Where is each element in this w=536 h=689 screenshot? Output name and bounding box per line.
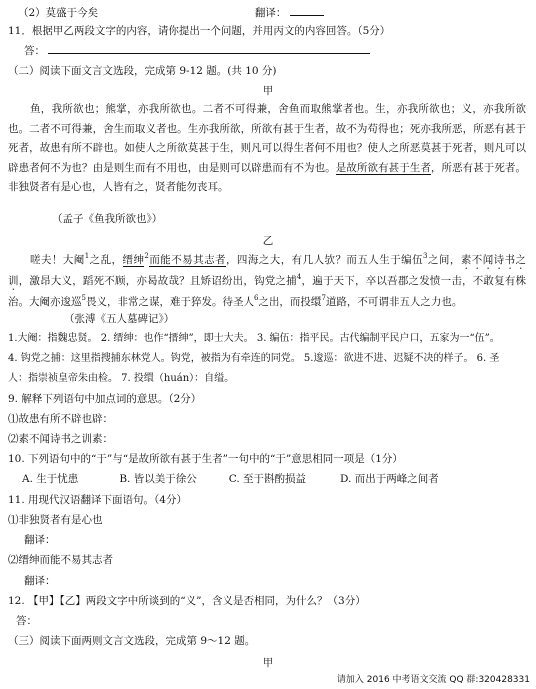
q10-option-a[interactable]: A. 生于忧患 bbox=[22, 473, 79, 485]
yi-seg6: ，遍于天下，卒以吾郡之发愤一击，不敢复有株治。大阉亦逡巡 bbox=[8, 275, 527, 308]
note-line-3: 人：指崇祯皇帝朱由检。 7. 投缳（huán）：自缢。 bbox=[8, 373, 235, 384]
q11-translate-1: 翻译： bbox=[24, 534, 56, 546]
section3-heading: （三）阅读下面两则文言文选段，完成第 9～12 题。 bbox=[8, 635, 256, 647]
footnote-ref-3: 3 bbox=[423, 252, 428, 260]
q11-item1: ⑴非独贤者有是心也 bbox=[8, 514, 103, 526]
yi-seg7: 畏义，非常之谋，难于猝发。待圣人 bbox=[85, 296, 254, 308]
q10-option-d[interactable]: D. 而出于两峰之间者 bbox=[340, 473, 439, 485]
passage-yi-title: 乙 bbox=[262, 235, 274, 247]
q11-translate-2: 翻译： bbox=[24, 575, 56, 587]
footnote-ref-1: 1 bbox=[84, 252, 90, 260]
footnote-ref-6: 6 bbox=[253, 294, 259, 302]
q9-stem: 9. 解释下列语句中加点词的意思。（2分） bbox=[8, 393, 202, 405]
q12-stem: 12. 【甲】【乙】两段文字中所谈到的“义”，含义是否相同，为什么？（3分） bbox=[8, 595, 366, 607]
answer-label: 答： bbox=[24, 45, 45, 57]
passage-jia-body bbox=[8, 100, 526, 198]
passage-jia-underlined: 是故所欲有甚于生者 bbox=[335, 161, 431, 174]
yi-seg5: ，激昂大义，蹈死不顾，亦曷故哉？且矫诏纷出，钩党之捕 bbox=[18, 275, 297, 287]
translate-label: 翻译： bbox=[254, 7, 287, 19]
translate-blank[interactable] bbox=[290, 4, 324, 16]
note-line-2: 4. 钩党之捕：这里指搜捕东林党人。钩党，被指为有牵连的同党。 5.逡巡：欲进不进、迟疑不决的样子。 6. 圣 bbox=[8, 353, 500, 364]
yi-seg4: 之间， bbox=[427, 254, 461, 266]
footnote-ref-2: 2 bbox=[144, 252, 149, 260]
yi-underlined-2: 而能不易其志者 bbox=[148, 254, 226, 266]
q10-option-b[interactable]: B. 皆以美于徐公 bbox=[119, 473, 197, 485]
yi-seg9: 道路，不可谓非五人之力也。 bbox=[325, 296, 463, 308]
footnote-ref-4: 4 bbox=[296, 273, 302, 281]
answer-blank[interactable] bbox=[48, 42, 370, 54]
q11-prev-answer-line bbox=[24, 42, 528, 58]
yi-seg8: 之出，而投缳 bbox=[258, 296, 322, 308]
note-line-1: 1.大阉：指魏忠贤。 2. 缙绅：也作“搢绅”，即士大夫。 3. 编伍：指平民。古代编制平民户口，五家为一“伍”。 bbox=[8, 333, 500, 344]
q9-item2: ⑵素不闻诗书之训素： bbox=[8, 433, 113, 445]
q10-prev-line bbox=[18, 4, 528, 20]
yi-seg2: 之乱， bbox=[89, 254, 123, 266]
passage-yi-source: （张溥《五人墓碑记》） bbox=[64, 313, 175, 325]
q11-prev-stem: 11．根据甲乙两段文字的内容，请你提出一个问题，并用丙文的内容回答。（5分） bbox=[8, 25, 391, 37]
section3-title: 甲 bbox=[262, 657, 274, 669]
section2-heading: （二）阅读下面文言文选段，完成第 9-12 题。(共 10 分) bbox=[8, 65, 277, 77]
q12-answer-label: 答： bbox=[16, 615, 37, 627]
q11-item2: ⑵缙绅而能不易其志者 bbox=[8, 554, 113, 566]
passage-jia-title: 甲 bbox=[262, 85, 274, 97]
q10-prev-label: （2）莫盛于今矣 bbox=[18, 7, 99, 19]
passage-yi-body bbox=[8, 251, 526, 313]
passage-jia-text-end: ，所恶有甚于死者。非独贤者有是心也，人皆有之，贤者能勿丧耳。 bbox=[8, 161, 527, 193]
yi-underlined-1: 缙绅 bbox=[122, 254, 145, 266]
passage-jia-text: 鱼，我所欲也；熊掌，亦我所欲也。二者不可得兼，舍鱼而取熊掌者也。生，亦我所欲也；义，亦我所欲也。二者不可得兼，舍生而取义者也。生亦我所欲，所欲有甚于生者，故不为苟得也；死亦我所恶，所恶有甚于死者，故患有所不辟也。如使人之所欲莫甚于生，则凡可以得生者何不用也？使人之所恶莫甚于死者，则凡可以辟患者何不为也？由是则生而有不用也，由是则可以辟患而有不为也。 bbox=[8, 103, 526, 174]
q10-option-c[interactable]: C. 至于斟酌损益 bbox=[228, 473, 307, 485]
q10-stem: 10. 下列语句中的“于”与“是故所欲有甚于生者”一句中的“于”意思相同一项是（1分） bbox=[8, 453, 403, 465]
footer-note: 请加入 2016 中考语文交流 QQ 群:320428331 bbox=[336, 675, 530, 685]
q9-item1: ⑴故患有所不辟也辟： bbox=[8, 413, 113, 425]
q10-options bbox=[22, 472, 528, 486]
yi-seg3: ，四海之大，有几人欤？而五人生于编伍 bbox=[225, 254, 424, 266]
passage-jia-source: （孟子《鱼我所欲也》） bbox=[52, 213, 163, 225]
footnote-ref-7: 7 bbox=[321, 294, 326, 302]
footnote-ref-5: 5 bbox=[81, 294, 86, 302]
yi-seg1: 嗟夫！大阉 bbox=[30, 254, 85, 266]
q11-stem: 11. 用现代汉语翻译下面语句。（4分） bbox=[8, 494, 187, 506]
yi-dotted-3: 素不闻诗书之训 bbox=[8, 254, 527, 287]
